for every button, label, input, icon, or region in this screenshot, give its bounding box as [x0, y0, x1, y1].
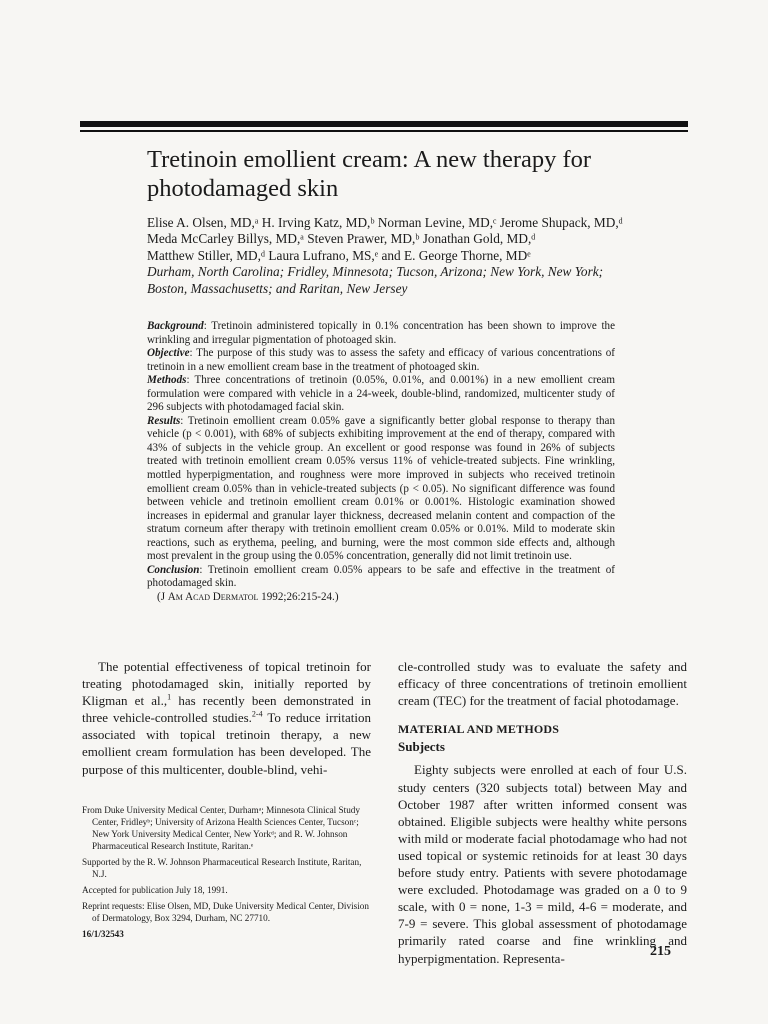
abstract-text: : Tretinoin emollient cream 0.05% gave a significantly better global response to therapy than vehicle (p < 0.001), with 68% of subjects exhibiting improvement at the end of therapy, compared with 43% of subjects in the vehicle group. An excellent or good response was found in 26% of subjects treated with tretinoin emollient cream 0.05% versus 11% of vehicle-treated subjects. Fine wrinkling, mottled hyperpigmentation, and roughness were more improved in subjects who received tretinoin emollient cream 0.05% than in vehicle-treated subjects (p < 0.05). No significant difference was found between vehicle and tretinoin emollient cream 0.01% or 0.001%. Histologic examination showed increases in epidermal and granular layer thickness, decreased melanin content and compaction of the stratum corneum after therapy with tretinoin emollient cream 0.05% or 0.01%. Mild to moderate skin reactions, such as erythema, peeling, and burning, were the most common side effects and, although most prevalent in the group using the 0.05% concentration, generally did not limit tretinoin use.	[147, 414, 615, 563]
citation-journal: Am Acad Dermatol	[167, 590, 259, 603]
text-run: The potential effectiveness of topical tretinoin for treating photodamaged skin, initially reported by Kligman et al.,	[82, 659, 371, 709]
body-column-left	[82, 658, 371, 778]
abstract-conclusion	[147, 564, 615, 591]
intro-continuation: cle-controlled study was to evaluate the safety and efficacy of three concentrations of tretinoin emollient cream (TEC) for the treatment of facial photodamage.	[398, 659, 687, 709]
subsection-heading: Subjects	[398, 739, 445, 755]
article-code: 16/1/32543	[82, 929, 124, 939]
affiliation-line: Boston, Massachusetts; and Raritan, New Jersey	[147, 280, 408, 296]
abstract-label: Results	[147, 414, 181, 427]
abstract-label: Background	[147, 320, 204, 332]
footnote-reprints: Reprint requests: Elise Olsen, MD, Duke University Medical Center, Division of Dermatology, Box 3294, Durham, NC 27710.	[82, 901, 369, 923]
body-column-right	[398, 658, 687, 967]
header-rule-thin	[80, 130, 688, 132]
author-line: Elise A. Olsen, MD,ᵃ H. Irving Katz, MD,ᵇ Norman Levine, MD,ᶜ Jerome Shupack, MD,ᵈ	[147, 215, 623, 230]
abstract-objective	[147, 347, 615, 374]
citation-rest: 1992;26:215-24.)	[258, 590, 339, 603]
abstract-label: Conclusion	[147, 563, 200, 576]
abstract-label: Objective	[147, 347, 190, 360]
footnote-accepted: Accepted for publication July 18, 1991.	[82, 885, 228, 895]
affiliation-line: Durham, North Carolina; Fridley, Minnesota; Tucson, Arizona; New York, New York;	[147, 264, 604, 280]
journal-citation	[147, 591, 615, 605]
page-number: 215	[650, 944, 671, 959]
abstract-background	[147, 320, 615, 347]
author-line: Matthew Stiller, MD,ᵈ Laura Lufrano, MS,ᵉ and E. George Thorne, MDᵉ	[147, 247, 531, 263]
intro-paragraph	[82, 658, 371, 778]
text-run: To reduce irritation associated with topical tretinoin therapy, a new emollient cream formulation has been developed. The purpose of this multicenter, double-blind, vehi-	[82, 710, 371, 777]
subjects-paragraph: Eighty subjects were enrolled at each of four U.S. study centers (320 subjects total) between May and October 1987 after written informed consent was obtained. Eligible subjects were healthy white persons with mild or moderate facial photodamage who had not used topical or systemic retinoids for at least 30 days before study entry. Patients with severe photodamage were excluded. Photodamage was graded on a 0 to 9 scale, with 0 = none, 1-3 = mild, 4-6 = moderate, and 7-9 = severe. This global assessment of photodamage primarily rated coarse and fine wrinkling and hyperpigmentation. Representa-	[398, 762, 687, 966]
abstract-text: : Three concentrations of tretinoin (0.05%, 0.01%, and 0.001%) in a new emollient cream formulation were compared with vehicle in a 24-week, double-blind, randomized, multicenter study of 296 subjects with photodamaged facial skin.	[147, 374, 615, 414]
footnote-affiliations: From Duke University Medical Center, Durhamᵃ; Minnesota Clinical Study Center, Fridleyᵇ; University of Arizona Health Sciences Center, Tucsonᶜ; New York University Medical Center, New Yorkᵈ; and R. W. Johnson Pharmaceutical Research Institute, Raritan.ᵉ	[82, 805, 360, 851]
article-title: Tretinoin emollient cream: A new therapy for photodamaged skin	[147, 146, 592, 202]
footnotes	[82, 804, 372, 940]
abstract-text: : The purpose of this study was to assess the safety and efficacy of various concentrations of tretinoin in a new emollient cream base in the treatment of photoaged skin.	[147, 347, 615, 373]
abstract-results	[147, 415, 615, 564]
abstract-text: : Tretinoin emollient cream 0.05% appears to be safe and effective in the treatment of photodamaged skin.	[147, 563, 615, 590]
abstract	[147, 320, 615, 604]
reference-marker: 2-4	[251, 709, 263, 719]
abstract-label: Methods	[147, 374, 187, 387]
header-rule-thick	[80, 121, 688, 127]
citation-open: (J	[157, 590, 168, 603]
reference-marker: 1	[167, 692, 172, 702]
section-heading: MATERIAL AND METHODS	[398, 722, 560, 737]
author-line: Meda McCarley Billys, MD,ᵃ Steven Prawer, MD,ᵇ Jonathan Gold, MD,ᵈ	[147, 231, 536, 247]
footnote-support: Supported by the R. W. Johnson Pharmaceutical Research Institute, Raritan, N.J.	[82, 857, 362, 879]
author-block	[147, 215, 692, 297]
abstract-methods	[147, 374, 615, 415]
text-run: has recently been demonstrated in three vehicle-controlled studies.	[82, 693, 371, 726]
abstract-text: : Tretinoin administered topically in 0.1% concentration has been shown to improve the wrinkling and irregular pigmentation of photoaged skin.	[147, 320, 615, 346]
